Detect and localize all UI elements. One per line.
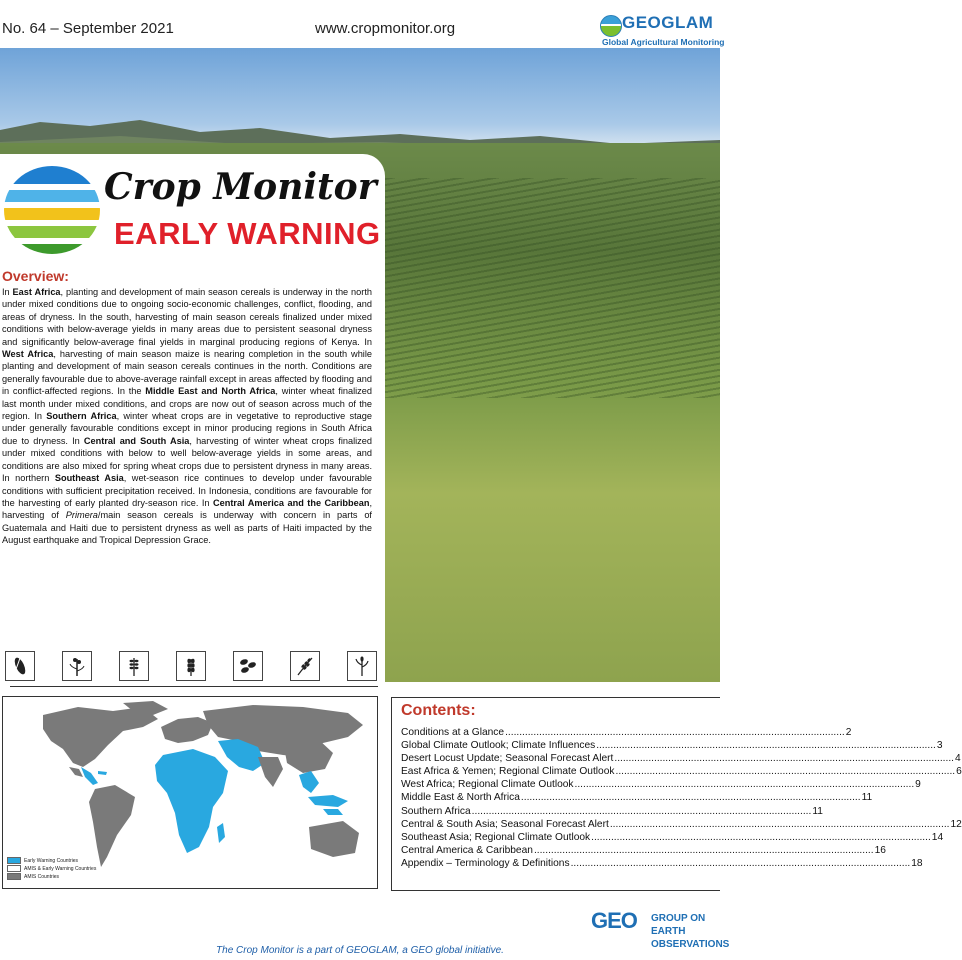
legend-label: Early Warning Countries <box>24 858 79 864</box>
rice-icon <box>290 651 320 681</box>
toc-entry[interactable]: Appendix – Terminology & Definitions ..... 18 <box>401 857 715 870</box>
geo-text: GROUP ON EARTH OBSERVATIONS <box>651 913 730 950</box>
legend-swatch <box>7 857 21 864</box>
overview-panel <box>0 154 385 686</box>
barley-icon <box>176 651 206 681</box>
overview-text: In East Africa, planting and development of main season cereals is underway in the north under mixed conditions due to ongoing socio-economic challenges, conflict, flooding, and areas of dryness. In the south, harvesting of main season cereals finalized under mixed conditions with below-average yields in many areas due to persistent seasonal dryness and significantly below-average final yields in marginal producing regions of Kenya. In West Africa, harvesting of main season maize is nearing completion in the south while planting and development of main season cereals continues in the north. Conditions are generally favourable due to above-average rainfall except in areas affected by flooding and in conflict-affected regions. In the Middle East and North Africa, winter wheat finalized last month under mixed conditions, and crops are now out of season across much of the region. In Southern Africa, winter wheat crops are in vegetative to reproductive stage under generally favourable conditions except in minor producing regions in South Africa due to dryness. In Central and South Asia, harvesting of winter wheat crops finalized under mixed conditions with below to well below-average yields in some areas, and conditions are also mixed for spring wheat crops due to persistent dryness in many areas. In northern Southeast Asia, wet-season rice continues to develop under favourable conditions with sufficient precipitation received. In Indonesia, conditions are favourable for the harvesting of early planted dry-season rice. In Central America and the Caribbean, harvesting of Primera/main season cereals is underway with concern in parts of Guatemala and Haiti due to persistent dryness as well as parts of Haiti impacted by the August earthquake and Tropical Depression Grace. <box>2 287 372 546</box>
toc-entry[interactable]: Desert Locust Update; Seasonal Forecast Alert ..... 4 <box>401 752 715 765</box>
geo-mark: GEO <box>591 908 637 933</box>
crop-icon-row <box>5 651 377 683</box>
world-map <box>2 696 378 889</box>
legend-swatch <box>7 873 21 880</box>
early-warning-subtitle: EARLY WARNING <box>114 216 381 251</box>
contents-box <box>391 697 962 891</box>
legend-swatch <box>7 865 21 872</box>
geoglam-tagline: Global Agricultural Monitoring <box>602 37 725 47</box>
overview-heading: Overview: <box>2 268 69 284</box>
field-rows <box>385 178 720 398</box>
sorghum-icon <box>62 651 92 681</box>
toc-entry[interactable]: East Africa & Yemen; Regional Climate Outlook ..... 6 <box>401 765 715 778</box>
toc-entry[interactable]: Conditions at a Glance ..... 2 <box>401 726 715 739</box>
page-header <box>0 8 725 48</box>
toc-entry[interactable]: Southern Africa ..... 11 <box>401 805 715 818</box>
maize-icon <box>5 651 35 681</box>
footer-note: The Crop Monitor is a part of GEOGLAM, a GEO global initiative. <box>216 945 504 956</box>
globe-icon <box>600 15 622 37</box>
issue-number: No. 64 – September 2021 <box>2 20 174 37</box>
toc-entry[interactable]: Central & South Asia; Seasonal Forecast Alert ..... 12 <box>401 818 715 831</box>
geo-logo <box>591 908 730 950</box>
legend-label: AMIS & Early Warning Countries <box>24 866 97 872</box>
contents-heading: Contents: <box>401 702 476 719</box>
toc-entry[interactable]: Middle East & North Africa ..... 11 <box>401 791 715 804</box>
website-link[interactable]: www.cropmonitor.org <box>315 20 456 37</box>
crop-monitor-title: Crop Monitor <box>104 166 377 208</box>
crop-monitor-logo-icon <box>2 164 102 256</box>
toc-entry[interactable]: Global Climate Outlook; Climate Influences ..... 3 <box>401 739 715 752</box>
divider <box>10 686 378 687</box>
table-of-contents <box>401 726 962 870</box>
toc-entry[interactable]: West Africa; Regional Climate Outlook ..... 9 <box>401 778 715 791</box>
geoglam-logo <box>600 11 725 47</box>
map-legend <box>7 857 96 881</box>
toc-entry[interactable]: Southeast Asia; Regional Climate Outlook ..... 14 <box>401 831 715 844</box>
wheat-icon <box>119 651 149 681</box>
toc-entry[interactable]: Central America & Caribbean ..... 16 <box>401 844 715 857</box>
geoglam-name: GEOGLAM <box>622 13 714 32</box>
legend-label: AMIS Countries <box>24 874 60 880</box>
millet-icon <box>347 651 377 681</box>
soybean-icon <box>233 651 263 681</box>
